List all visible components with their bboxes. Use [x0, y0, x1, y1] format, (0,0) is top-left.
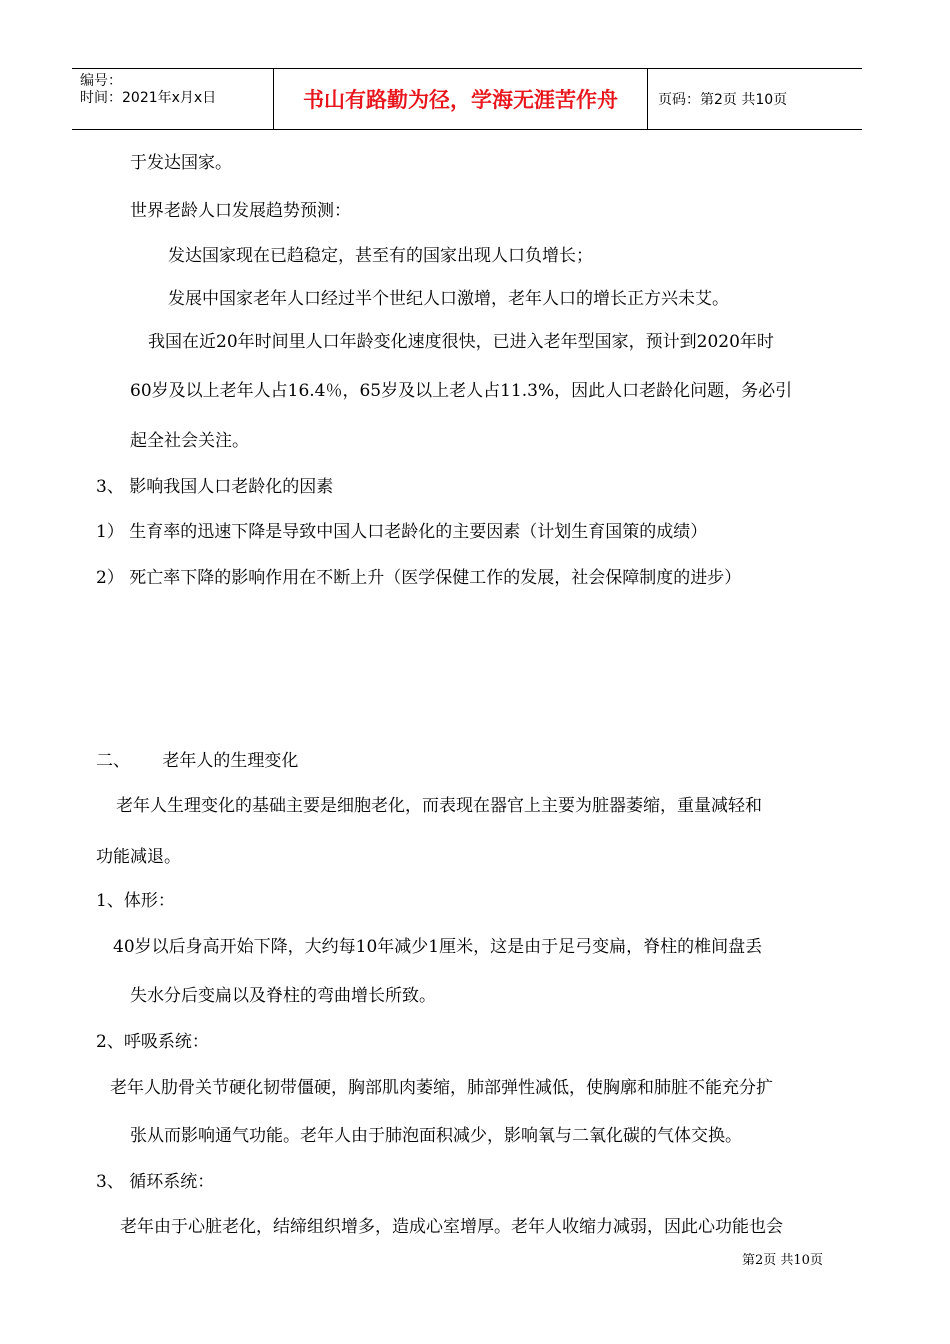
header-meta	[80, 73, 216, 107]
body-line: 于发达国家。	[130, 153, 232, 173]
header-motto: 书山有路勤为径，学海无涯苦作舟	[303, 88, 618, 112]
list-item: 1） 生育率的迅速下降是导致中国人口老龄化的主要因素（计划生育国策的成绩）	[96, 522, 708, 542]
body-line: 功能减退。	[96, 847, 181, 867]
section-heading: 二、 老年人的生理变化	[96, 751, 299, 771]
document-number-label: 编号：	[80, 73, 122, 89]
list-item: 2） 死亡率下降的影响作用在不断上升（医学保健工作的发展，社会保障制度的进步）	[96, 568, 742, 588]
subsection-heading: 2、呼吸系统：	[96, 1032, 209, 1052]
page-footer: 第2页 共10页	[742, 1253, 823, 1268]
subsection-heading: 1、体形：	[96, 891, 175, 911]
subsection-heading: 3、 循环系统：	[96, 1172, 215, 1192]
section-heading: 3、 影响我国人口老龄化的因素	[96, 477, 334, 497]
body-line: 老年由于心脏老化，结缔组织增多，造成心室增厚。老年人收缩力减弱，因此心功能也会	[120, 1217, 783, 1237]
page-header	[72, 68, 862, 130]
body-line: 60岁及以上老年人占16.4％，65岁及以上老人占11.3%，因此人口老龄化问题，务必引	[130, 381, 793, 401]
body-line: 我国在近20年时间里人口年龄变化速度很快，已进入老年型国家，预计到2020年时	[148, 332, 774, 352]
body-line: 发展中国家老年人口经过半个世纪人口激增，老年人口的增长正方兴未艾。	[168, 289, 729, 309]
body-line: 张从而影响通气功能。老年人由于肺泡面积减少，影响氧与二氧化碳的气体交换。	[130, 1126, 742, 1146]
body-line: 起全社会关注。	[130, 431, 249, 451]
body-line: 老年人生理变化的基础主要是细胞老化，而表现在器官上主要为脏器萎缩，重量减轻和	[116, 796, 762, 816]
header-page-info: 页码：第2页 共10页	[658, 92, 788, 108]
body-line: 失水分后变扁以及脊柱的弯曲增长所致。	[130, 986, 436, 1006]
document-date: 时间：2021年x月x日	[80, 90, 217, 106]
body-line: 40岁以后身高开始下降，大约每10年减少1厘米，这是由于足弓变扁，脊柱的椎间盘丢	[113, 937, 763, 957]
body-line: 世界老龄人口发展趋势预测：	[130, 201, 351, 221]
body-line: 发达国家现在已趋稳定，甚至有的国家出现人口负增长；	[168, 246, 593, 266]
body-line: 老年人肋骨关节硬化韧带僵硬，胸部肌肉萎缩，肺部弹性减低，使胸廓和肺脏不能充分扩	[110, 1078, 773, 1098]
